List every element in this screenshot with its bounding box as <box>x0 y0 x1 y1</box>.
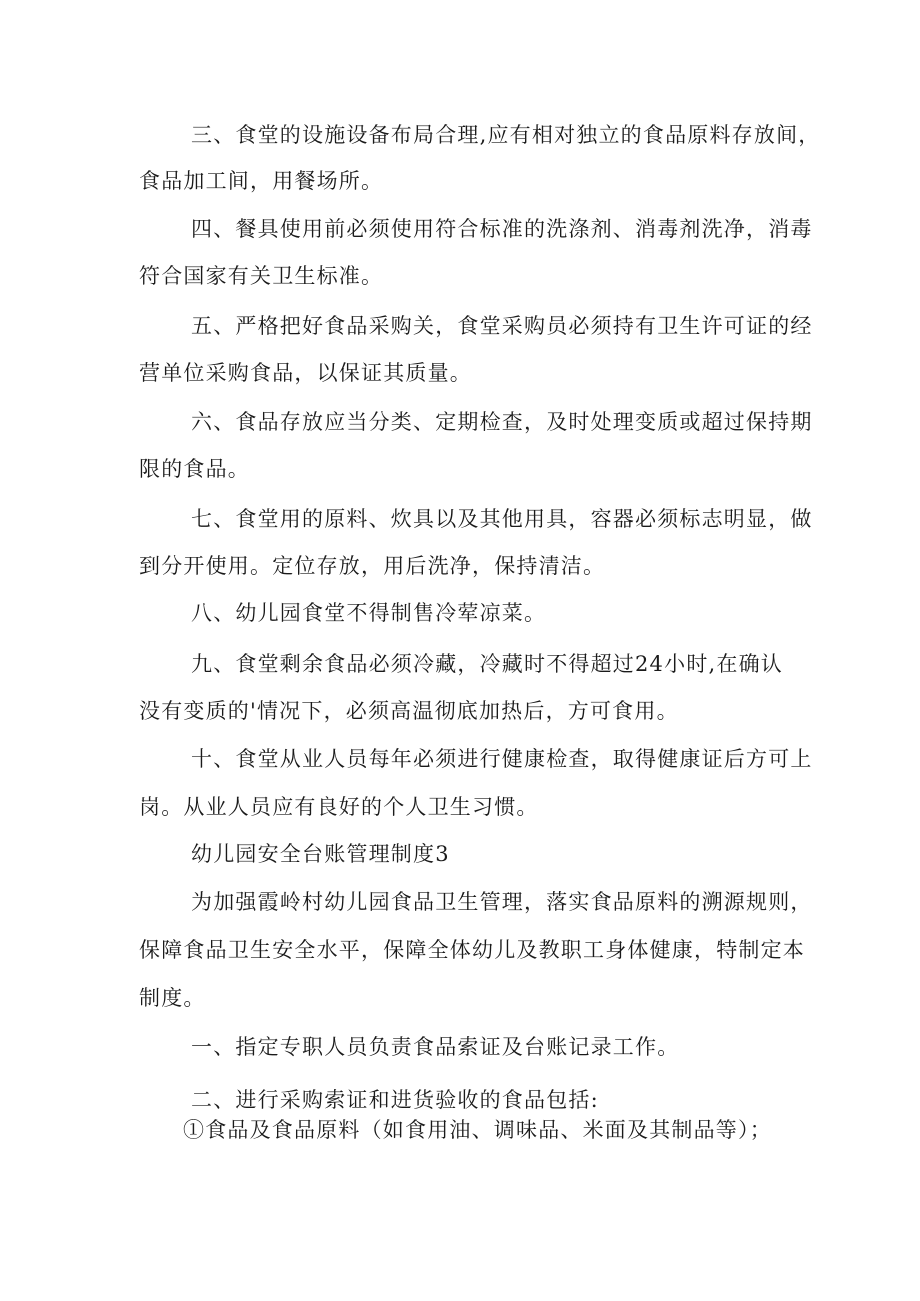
rule-1: 一、指定专职人员负责食品索证及台账记录工作。 <box>191 1035 680 1059</box>
paragraph-5-line-1: 五、严格把好食品采购关，食堂采购员必须持有卫生许可证的经 <box>191 314 813 338</box>
paragraph-4-line-2: 符合国家有关卫生标准。 <box>139 264 384 288</box>
paragraph-8: 八、幼儿园食堂不得制售冷荤凉菜。 <box>191 601 547 625</box>
rule-2: 二、进行采购索证和进货验收的食品包括: <box>191 1088 599 1112</box>
paragraph-7-line-2: 到分开使用。定位存放，用后洗净，保持清洁。 <box>139 554 606 578</box>
paragraph-9-line-2: 没有变质的'情况下，必须高温彻底加热后，方可食用。 <box>139 699 679 723</box>
paragraph-6-line-2: 限的食品。 <box>139 457 250 481</box>
intro-line-1: 为加强霞岭村幼儿园食品卫生管理，落实食品原料的溯源规则， <box>191 890 813 914</box>
paragraph-4-line-1: 四、餐具使用前必须使用符合标准的洗涤剂、消毒剂洗净，消毒 <box>191 217 813 241</box>
rule-2-item-1: ①食品及食品原料（如食用油、调味品、米面及其制品等）； <box>183 1118 772 1142</box>
paragraph-3-line-1: 三、食堂的设施设备布局合理,应有相对独立的食品原料存放间， <box>191 123 821 147</box>
paragraph-10-line-1: 十、食堂从业人员每年必须进行健康检查，取得健康证后方可上 <box>191 747 813 771</box>
intro-line-2: 保障食品卫生安全水平，保障全体幼儿及教职工身体健康，特制定本 <box>139 938 805 962</box>
paragraph-7-line-1: 七、食堂用的原料、炊具以及其他用具，容器必须标志明显，做 <box>191 507 813 531</box>
paragraph-3-line-2: 食品加工间，用餐场所。 <box>139 169 384 193</box>
paragraph-9-line-1: 九、食堂剩余食品必须冷藏，冷藏时不得超过24小时,在确认 <box>191 652 783 676</box>
intro-line-3: 制度。 <box>139 986 206 1010</box>
paragraph-6-line-1: 六、食品存放应当分类、定期检查，及时处理变质或超过保持期 <box>191 410 813 434</box>
paragraph-5-line-2: 营单位采购食品，以保证其质量。 <box>139 361 472 385</box>
paragraph-10-line-2: 岗。从业人员应有良好的个人卫生习惯。 <box>139 795 539 819</box>
section-heading: 幼儿园安全台账管理制度3 <box>191 842 450 866</box>
